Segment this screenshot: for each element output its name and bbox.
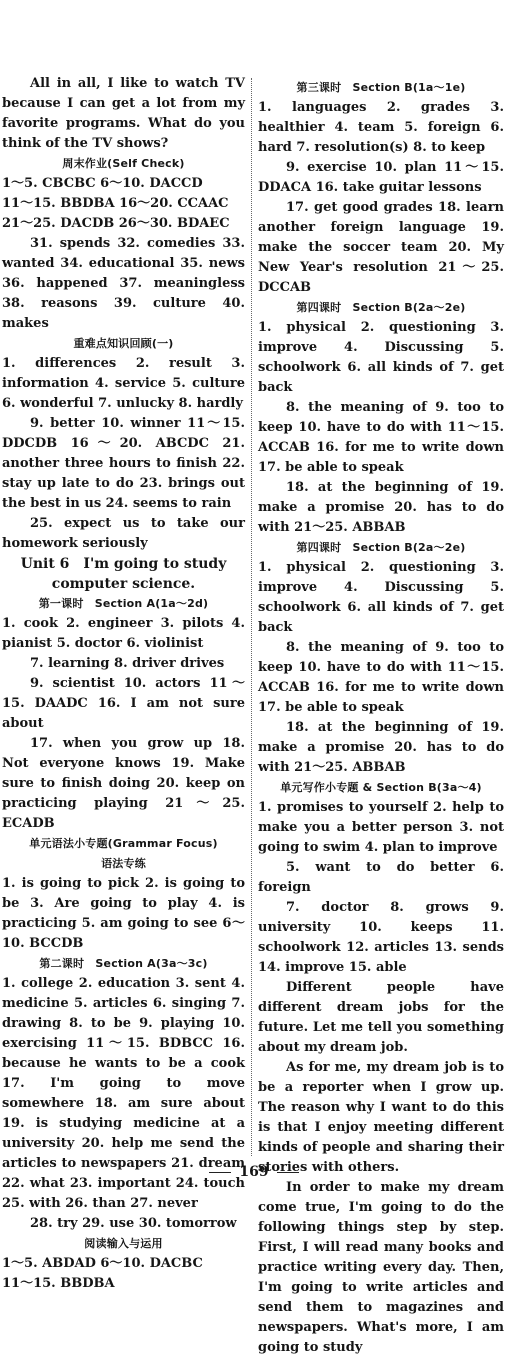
footer-dash-left [209, 1172, 231, 1173]
page-footer [0, 1164, 508, 1180]
answer-paragraph: 1. is going to pick 2. is going to be 3. Are going to play 4. is practicing 5. am going to see 6～10. BCCDB [2, 876, 245, 951]
answer-paragraph: 9. better 10. winner 11～15. DDCDB 16～20. ABCDC 21. another three hours to finish 22. stay up late to do 23. brings out the best in us 24. seems to rain [2, 416, 245, 511]
answer-paragraph: 25. expect us to take our homework seriously [2, 516, 245, 551]
answer-paragraph: As for me, my dream job is to be a reporter when I grow up. The reason why I want to do this is that I enjoy meeting different kinds of people and sharing their stories with others. [258, 1060, 504, 1175]
left-column [2, 74, 245, 1294]
section-heading: 语法专练 [101, 857, 146, 870]
unit-heading: Unit 6 I'm going to study computer science. [20, 556, 227, 592]
answer-paragraph: 1. physical 2. questioning 3. improve 4. Discussing 5. schoolwork 6. all kinds of 7. get back [258, 320, 504, 395]
footer-dash-right [277, 1172, 299, 1173]
answer-paragraph: 1. college 2. education 3. sent 4. medicine 5. articles 6. singing 7. drawing 8. to be 9. playing 10. exercising 11～15. BDBCC 16. because he wants to be a cook 17. I'm going to move somewhere 18. am sure about 19. is studying medicine at a university 20. help me send the articles to newspapers 21. dream 22. what 23. important 24. touch 25. with 26. than 27. never [2, 976, 245, 1211]
answer-paragraph: 17. when you grow up 18. Not everyone knows 19. Make sure to finish doing 20. keep on practicing playing 21～25. ECADB [2, 736, 245, 831]
answer-paragraph: In order to make my dream come true, I'm going to do the following things step by step. First, I will read many books and practice writing every day. Then, I'm going to write articles and send them to magazines and newspapers. What's more, I am going to study [258, 1180, 504, 1355]
answer-line: 1～5. ABDAD 6～10. DACBC [2, 1256, 203, 1271]
section-heading: 第一课时 Section A(1a～2d) [38, 597, 209, 610]
answer-paragraph: 1. languages 2. grades 3. healthier 4. team 5. foreign 6. hard 7. resolution(s) 8. to keep [258, 100, 504, 155]
answer-line: 21～25. DACDB 26～30. BDAEC [2, 216, 230, 231]
section-heading: 阅读输入与运用 [84, 1237, 163, 1250]
answer-paragraph: 18. at the beginning of 19. make a promise 20. has to do with 21～25. ABBAB [258, 720, 504, 775]
page-number: 169 [239, 1164, 269, 1180]
answer-paragraph: 31. spends 32. comedies 33. wanted 34. educational 35. news 36. happened 37. meaningless 38. reasons 39. culture 40. makes [2, 236, 245, 331]
answer-paragraph: 1. promises to yourself 2. help to make you a better person 3. not going to swim 4. plan to improve [258, 800, 504, 855]
section-heading: 重难点知识回顾(一) [73, 337, 174, 350]
answer-paragraph: 28. try 29. use 30. tomorrow [30, 1216, 237, 1231]
column-divider [251, 78, 252, 1156]
answer-paragraph: 1. cook 2. engineer 3. pilots 4. pianist 5. doctor 6. violinist [2, 616, 245, 651]
section-heading: 周末作业(Self Check) [62, 157, 185, 170]
answer-line: 1～5. CBCBC 6～10. DACCD [2, 176, 203, 191]
section-heading: 第四课时 Section B(2a～2e) [296, 541, 466, 554]
section-heading: 第二课时 Section A(3a～3c) [39, 957, 208, 970]
answer-paragraph: 18. at the beginning of 19. make a promise 20. has to do with 21～25. ABBAB [258, 480, 504, 535]
answer-paragraph: 9. scientist 10. actors 11～15. DAADC 16. I am not sure about [2, 676, 245, 731]
answer-paragraph: 5. want to do better 6. foreign [258, 860, 504, 895]
answer-line: 11～15. BBDBA 16～20. CCAAC [2, 196, 229, 211]
section-heading: 单元语法小专题(Grammar Focus) [29, 837, 218, 850]
answer-paragraph: 8. the meaning of 9. too to keep 10. have to do with 11～15. ACCAB 16. for me to write down 17. be able to speak [258, 400, 504, 475]
answer-paragraph: All in all, I like to watch TV because I can get a lot from my favorite programs. What do you think of the TV shows? [2, 76, 245, 151]
answer-paragraph: 7. doctor 8. grows 9. university 10. keeps 11. schoolwork 12. articles 13. sends 14. improve 15. able [258, 900, 504, 975]
answer-paragraph: 1. differences 2. result 3. information 4. service 5. culture 6. wonderful 7. unlucky 8. hardly [2, 356, 245, 411]
answer-line: 11～15. BBDBA [2, 1276, 115, 1291]
answer-paragraph: Different people have different dream jobs for the future. Let me tell you something about my dream job. [258, 980, 504, 1055]
answer-paragraph: 17. get good grades 18. learn another foreign language 19. make the soccer team 20. My New Year's resolution 21～25. DCCAB [258, 200, 504, 295]
answer-paragraph: 7. learning 8. driver drives [30, 656, 225, 671]
section-heading: 第三课时 Section B(1a～1e) [296, 81, 466, 94]
section-heading: 单元写作小专题 & Section B(3a～4) [280, 781, 482, 794]
answer-paragraph: 8. the meaning of 9. too to keep 10. have to do with 11～15. ACCAB 16. for me to write down 17. be able to speak [258, 640, 504, 715]
section-heading: 第四课时 Section B(2a～2e) [296, 301, 466, 314]
answer-paragraph: 9. exercise 10. plan 11～15. DDACA 16. take guitar lessons [258, 160, 504, 195]
answer-paragraph: 1. physical 2. questioning 3. improve 4. Discussing 5. schoolwork 6. all kinds of 7. get back [258, 560, 504, 635]
